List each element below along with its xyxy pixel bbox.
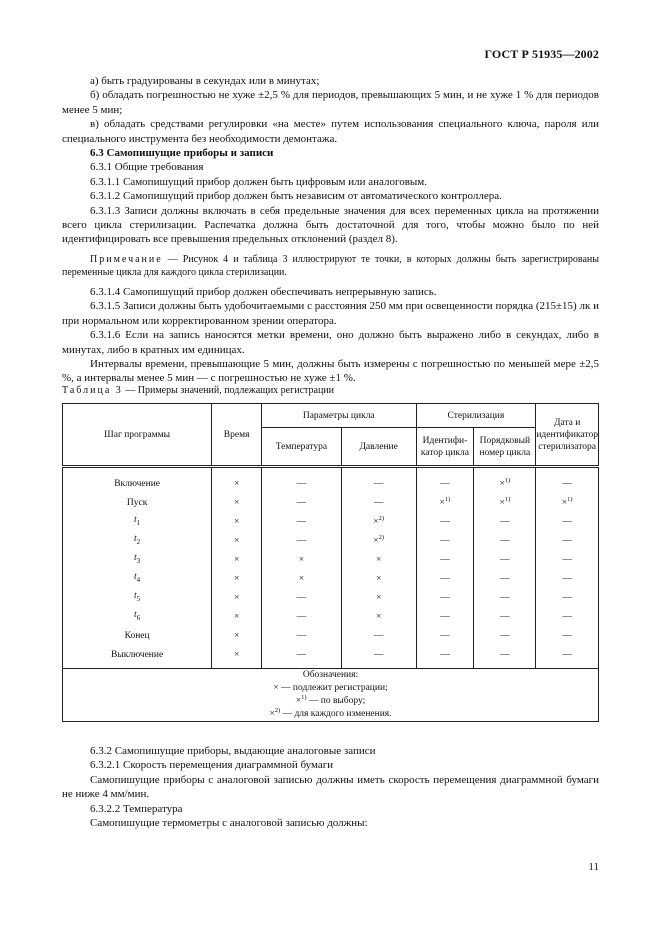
cell-date bbox=[536, 512, 599, 531]
cell-step bbox=[63, 588, 212, 607]
header-cycle-params: Параметры цикла bbox=[262, 404, 416, 428]
cell-step bbox=[63, 493, 212, 512]
cell-press bbox=[341, 607, 416, 626]
cell-step bbox=[63, 550, 212, 569]
cell-value: — bbox=[562, 592, 572, 603]
cell-id bbox=[416, 512, 474, 531]
cell-footnote: 1) bbox=[504, 476, 511, 484]
legend-line-1: × — подлежит регистрации; bbox=[273, 683, 388, 693]
table-row bbox=[63, 550, 599, 569]
cell-value: — bbox=[500, 630, 510, 641]
cell-value: — bbox=[562, 516, 572, 527]
cell-num bbox=[474, 569, 536, 588]
cell-temp bbox=[262, 493, 342, 512]
cell-temp bbox=[262, 645, 342, 669]
cell-num bbox=[474, 645, 536, 669]
step-label: t bbox=[134, 572, 137, 583]
cell-step bbox=[63, 626, 212, 645]
cell-time bbox=[212, 531, 262, 550]
table-legend bbox=[63, 669, 599, 722]
cell-date bbox=[536, 531, 599, 550]
table-row bbox=[63, 467, 599, 494]
legend-text: — для каждого изменения. bbox=[282, 709, 392, 719]
cell-date bbox=[536, 607, 599, 626]
page-number: 11 bbox=[588, 861, 599, 873]
cell-value: — bbox=[296, 516, 307, 527]
cell-time bbox=[212, 645, 262, 669]
cell-value: × bbox=[499, 497, 505, 508]
cell-value: × bbox=[561, 497, 568, 508]
step-label: Пуск bbox=[126, 497, 148, 508]
table-caption-label: Таблица 3 bbox=[62, 385, 123, 396]
paragraph: 6.3.1.3 Записи должны включать в себя предельные значения для всех переменных цикла на протяжении всего цикла стерилизации. Распечатка должна быть достаточной для того, чтобы можно было по ней идентифицировать все превышения предельных отклонений (раздел 8). bbox=[62, 204, 599, 246]
cell-value: × bbox=[298, 554, 305, 565]
cell-id bbox=[416, 569, 474, 588]
cell-date bbox=[536, 588, 599, 607]
cell-value: — bbox=[440, 630, 450, 641]
paragraph: а) быть градуированы в секундах или в минутах; bbox=[90, 75, 320, 87]
note-label: Примечание bbox=[90, 253, 163, 265]
legend-footnote: 2) bbox=[274, 706, 281, 714]
cell-temp bbox=[262, 531, 342, 550]
cell-time bbox=[212, 607, 262, 626]
step-subscript: 5 bbox=[136, 594, 141, 603]
step-label: Выключение bbox=[111, 649, 164, 660]
cell-num bbox=[474, 493, 536, 512]
cell-id bbox=[416, 467, 474, 494]
paragraph: 6.3.1.4 Самопишущий прибор должен обеспечивать непрерывную запись. bbox=[90, 285, 437, 298]
header-date-id: Дата и идентификатор стерилизатора bbox=[536, 404, 599, 467]
cell-temp bbox=[262, 588, 342, 607]
cell-value: — bbox=[440, 478, 450, 489]
cell-temp bbox=[262, 569, 342, 588]
cell-value: — bbox=[296, 649, 307, 660]
cell-value: × bbox=[233, 649, 240, 660]
cell-time bbox=[212, 467, 262, 494]
paragraph: б) обладать погрешностью не хуже ±2,5 % для периодов, превышающих 5 мин, и не хуже 1 % для периодов менее 5 мин; bbox=[62, 89, 599, 116]
registration-table bbox=[62, 403, 599, 722]
cell-value: × bbox=[233, 554, 240, 565]
cell-value: × bbox=[375, 554, 382, 565]
cell-value: — bbox=[296, 611, 307, 622]
cell-date bbox=[536, 493, 599, 512]
cell-value: × bbox=[233, 611, 240, 622]
table-caption bbox=[62, 384, 334, 398]
table-caption-text: — Примеры значений, подлежащих регистрации bbox=[125, 385, 334, 396]
cell-date bbox=[536, 550, 599, 569]
header-temperature: Температура bbox=[262, 428, 342, 467]
cell-temp bbox=[262, 467, 342, 494]
header-cycle-number: Порядковый номер цикла bbox=[474, 428, 536, 467]
cell-press bbox=[341, 512, 416, 531]
cell-press bbox=[341, 531, 416, 550]
cell-footnote: 1) bbox=[567, 495, 573, 503]
cell-press bbox=[341, 550, 416, 569]
cell-value: — bbox=[296, 478, 307, 489]
step-label: t bbox=[134, 591, 137, 602]
cell-value: — bbox=[440, 649, 450, 660]
section-heading: 6.3 Самопишущие приборы и записи bbox=[90, 147, 274, 160]
cell-time bbox=[212, 626, 262, 645]
cell-num bbox=[474, 467, 536, 494]
cell-num bbox=[474, 626, 536, 645]
cell-value: — bbox=[373, 649, 384, 660]
subsection-heading: 6.3.2 Самопишущие приборы, выдающие аналоговые записи bbox=[90, 745, 376, 757]
cell-num bbox=[474, 607, 536, 626]
cell-value: — bbox=[562, 611, 572, 622]
cell-id bbox=[416, 645, 474, 669]
table-row bbox=[63, 493, 599, 512]
legend-line-3 bbox=[63, 708, 598, 721]
table-row bbox=[63, 626, 599, 645]
cell-time bbox=[212, 588, 262, 607]
cell-value: — bbox=[500, 516, 510, 527]
cell-value: — bbox=[296, 592, 307, 603]
cell-step bbox=[63, 531, 212, 550]
cell-footnote: 1) bbox=[444, 495, 451, 503]
cell-step bbox=[63, 569, 212, 588]
cell-value: — bbox=[296, 497, 307, 508]
cell-value: × bbox=[499, 478, 505, 489]
note-text: — Рисунок 4 и таблица 3 иллюстрируют те точки, в которых должны быть зарегистрированы переменные цикла для каждого цикла стерилизации. bbox=[62, 253, 600, 278]
cell-value: × bbox=[233, 516, 240, 527]
cell-value: — bbox=[296, 535, 307, 546]
cell-press bbox=[341, 645, 416, 669]
cell-value: × bbox=[373, 516, 379, 527]
cell-step bbox=[63, 645, 212, 669]
cell-value: × bbox=[233, 630, 240, 641]
header-sterilization: Стерилизация bbox=[416, 404, 536, 428]
paragraph: 6.3.1.6 Если на запись наносятся метки времени, оно должно быть выражено либо в секундах, либо в минутах, либо в кратных им единицах. bbox=[62, 329, 599, 356]
cell-value: × bbox=[439, 497, 445, 508]
table-row bbox=[63, 588, 599, 607]
body-text-top bbox=[62, 74, 599, 386]
cell-value: — bbox=[440, 516, 450, 527]
legend-footnote: 1) bbox=[301, 693, 307, 701]
cell-num bbox=[474, 550, 536, 569]
cell-value: — bbox=[440, 554, 450, 565]
cell-id bbox=[416, 626, 474, 645]
cell-value: × bbox=[233, 592, 240, 603]
cell-date bbox=[536, 467, 599, 494]
cell-value: — bbox=[296, 630, 307, 641]
body-text-bottom bbox=[62, 744, 599, 830]
cell-value: — bbox=[373, 497, 384, 508]
cell-press bbox=[341, 493, 416, 512]
legend-text: — по выбору; bbox=[308, 696, 366, 706]
cell-value: — bbox=[562, 554, 572, 565]
table-row bbox=[63, 607, 599, 626]
cell-value: — bbox=[500, 554, 510, 565]
step-subscript: 1 bbox=[136, 518, 141, 527]
cell-value: — bbox=[373, 478, 384, 489]
table-row bbox=[63, 645, 599, 669]
cell-date bbox=[536, 569, 599, 588]
legend-line-2 bbox=[63, 695, 598, 708]
header-pressure: Давление bbox=[341, 428, 416, 467]
cell-value: — bbox=[500, 573, 510, 584]
cell-value: — bbox=[373, 630, 384, 641]
cell-value: × bbox=[233, 535, 240, 546]
cell-value: — bbox=[440, 611, 450, 622]
cell-id bbox=[416, 588, 474, 607]
cell-press bbox=[341, 467, 416, 494]
cell-temp bbox=[262, 550, 342, 569]
note bbox=[62, 253, 599, 279]
cell-value: — bbox=[500, 592, 510, 603]
cell-time bbox=[212, 512, 262, 531]
legend-symbol: × bbox=[295, 696, 302, 706]
subsection-heading: 6.3.2.2 Температура bbox=[90, 802, 183, 815]
paragraph: Интервалы времени, превышающие 5 мин, должны быть измерены с погрешностью по меньшей мере ±2,5 %, а интервалы менее 5 мин — с погрешностью не хуже ±1 %. bbox=[62, 357, 599, 385]
cell-num bbox=[474, 531, 536, 550]
paragraph: 6.3.1.1 Самопишущий прибор должен быть цифровым или аналоговым. bbox=[90, 175, 427, 188]
step-subscript: 4 bbox=[136, 575, 141, 584]
step-subscript: 3 bbox=[136, 556, 141, 565]
legend-symbol: × bbox=[269, 709, 275, 719]
cell-step bbox=[63, 512, 212, 531]
cell-time bbox=[212, 569, 262, 588]
cell-value: × bbox=[375, 573, 382, 584]
cell-footnote: 1) bbox=[504, 495, 511, 503]
cell-value: × bbox=[373, 535, 379, 546]
cell-value: — bbox=[562, 630, 572, 641]
cell-id bbox=[416, 607, 474, 626]
cell-value: — bbox=[500, 611, 510, 622]
subsection-heading: 6.3.1 Общие требования bbox=[90, 161, 204, 174]
cell-temp bbox=[262, 626, 342, 645]
step-label: t bbox=[134, 610, 137, 621]
cell-value: — bbox=[500, 535, 510, 546]
table-body bbox=[63, 467, 599, 669]
step-subscript: 6 bbox=[136, 613, 141, 622]
step-label: Включение bbox=[114, 478, 161, 489]
cell-num bbox=[474, 512, 536, 531]
cell-value: × bbox=[233, 573, 240, 584]
cell-id bbox=[416, 531, 474, 550]
cell-value: — bbox=[562, 649, 572, 660]
table-row bbox=[63, 512, 599, 531]
cell-time bbox=[212, 550, 262, 569]
cell-value: × bbox=[375, 592, 382, 603]
cell-press bbox=[341, 569, 416, 588]
paragraph: Самопишущие термометры с аналоговой записью должны: bbox=[90, 817, 368, 830]
table-row bbox=[63, 569, 599, 588]
cell-id bbox=[416, 550, 474, 569]
cell-value: — bbox=[440, 573, 450, 584]
header-time: Время bbox=[212, 404, 262, 467]
cell-press bbox=[341, 588, 416, 607]
cell-id bbox=[416, 493, 474, 512]
cell-value: × bbox=[375, 611, 382, 622]
cell-step bbox=[63, 607, 212, 626]
cell-value: — bbox=[440, 592, 450, 603]
paragraph: в) обладать средствами регулировки «на месте» путем использования специального ключа, пароля или специального инструмента без необходимости демонтажа. bbox=[62, 118, 599, 145]
cell-value: — bbox=[440, 535, 450, 546]
header-cycle-id: Идентифи-катор цикла bbox=[416, 428, 474, 467]
cell-value: — bbox=[562, 535, 572, 546]
step-subscript: 2 bbox=[136, 537, 141, 546]
cell-step bbox=[63, 467, 212, 494]
step-label: t bbox=[134, 515, 137, 526]
cell-num bbox=[474, 588, 536, 607]
paragraph: 6.3.1.2 Самопишущий прибор должен быть независим от автоматического контроллера. bbox=[90, 190, 502, 203]
cell-footnote: 2) bbox=[378, 533, 385, 541]
step-label: t bbox=[134, 553, 137, 564]
table-row bbox=[63, 531, 599, 550]
cell-value: × bbox=[298, 573, 305, 584]
legend-title: Обозначения: bbox=[302, 670, 359, 680]
document-header: ГОСТ Р 51935—2002 bbox=[484, 47, 599, 61]
cell-value: — bbox=[500, 649, 510, 660]
cell-footnote: 2) bbox=[378, 514, 385, 522]
subsection-heading: 6.3.2.1 Скорость перемещения диаграммной бумаги bbox=[90, 759, 334, 772]
step-label: Конец bbox=[124, 630, 150, 641]
step-label: t bbox=[134, 534, 137, 545]
cell-temp bbox=[262, 512, 342, 531]
cell-value: × bbox=[233, 478, 240, 489]
cell-temp bbox=[262, 607, 342, 626]
paragraph: Самопишущие приборы с аналоговой записью должны иметь скорость перемещения диаграммной бумаги не ниже 4 мм/мин. bbox=[62, 773, 599, 801]
cell-press bbox=[341, 626, 416, 645]
paragraph: 6.3.1.5 Записи должны быть удобочитаемыми с расстояния 250 мм при освещенности порядка (215±15) лк и при нормальном или корректированном зрении оператора. bbox=[62, 300, 599, 327]
cell-date bbox=[536, 645, 599, 669]
cell-value: — bbox=[562, 478, 572, 489]
header-step: Шаг программы bbox=[63, 404, 212, 467]
cell-date bbox=[536, 626, 599, 645]
cell-time bbox=[212, 493, 262, 512]
cell-value: — bbox=[562, 573, 572, 584]
cell-value: × bbox=[233, 497, 240, 508]
